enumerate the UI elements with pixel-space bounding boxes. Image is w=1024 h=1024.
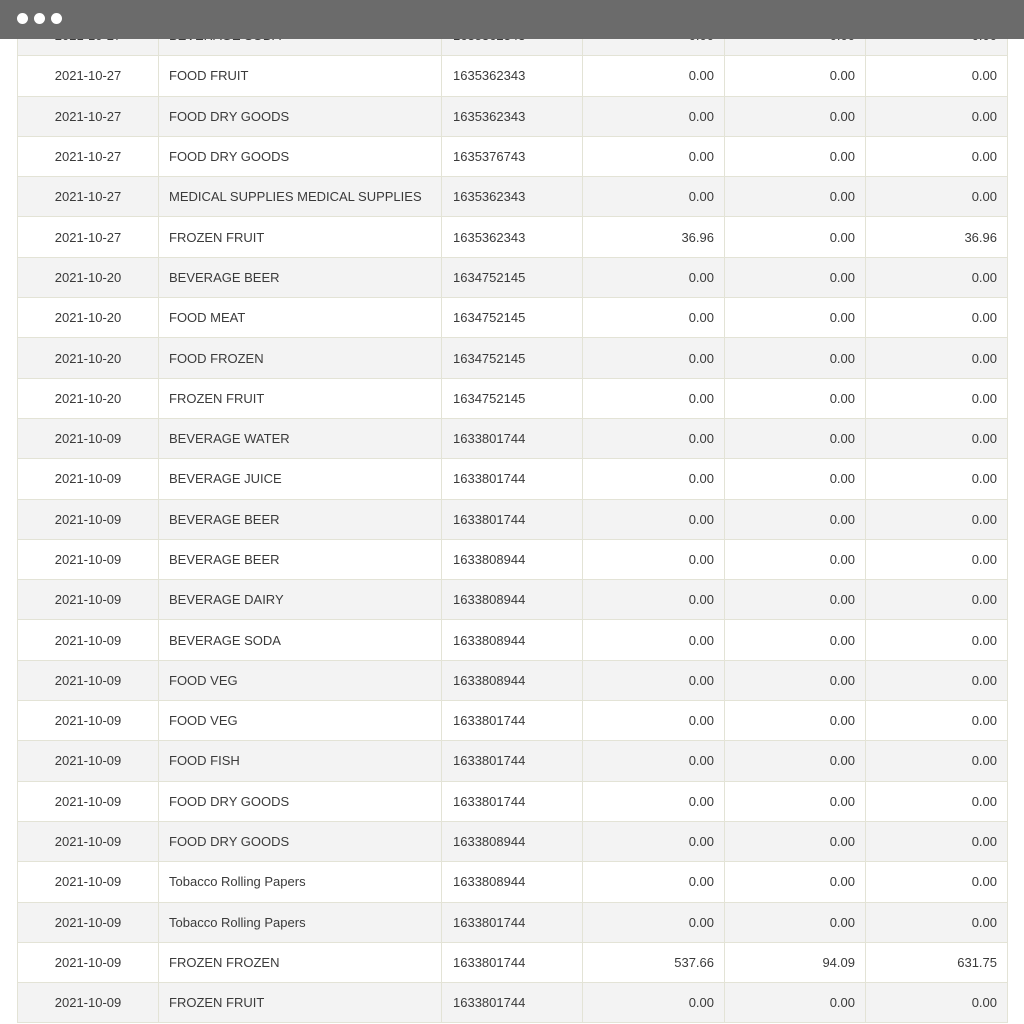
table-row[interactable] bbox=[18, 781, 1008, 821]
total-cell: 0.00 bbox=[866, 177, 1008, 217]
amount-cell: 0.00 bbox=[583, 862, 725, 902]
total-cell: 0.00 bbox=[866, 781, 1008, 821]
amount-cell: 0.00 bbox=[583, 378, 725, 418]
date-cell: 2021-10-20 bbox=[18, 338, 159, 378]
id-cell: 1635362343 bbox=[442, 96, 583, 136]
amount-cell: 0.00 bbox=[725, 257, 866, 297]
table-row[interactable] bbox=[18, 136, 1008, 176]
category-cell: Tobacco Rolling Papers bbox=[159, 902, 442, 942]
id-cell: 1633808944 bbox=[442, 580, 583, 620]
total-cell: 0.00 bbox=[866, 701, 1008, 741]
table-row[interactable] bbox=[18, 902, 1008, 942]
table-row[interactable] bbox=[18, 96, 1008, 136]
category-cell: FOOD FRUIT bbox=[159, 56, 442, 96]
category-cell: FOOD DRY GOODS bbox=[159, 781, 442, 821]
amount-cell: 0.00 bbox=[583, 539, 725, 579]
total-cell: 36.96 bbox=[866, 217, 1008, 257]
amount-cell: 0.00 bbox=[583, 96, 725, 136]
table-row[interactable] bbox=[18, 177, 1008, 217]
date-cell: 2021-10-27 bbox=[18, 136, 159, 176]
amount-cell: 0.00 bbox=[583, 701, 725, 741]
category-cell: FOOD FROZEN bbox=[159, 338, 442, 378]
table-row[interactable] bbox=[18, 660, 1008, 700]
amount-cell: 0.00 bbox=[725, 862, 866, 902]
table-row[interactable] bbox=[18, 539, 1008, 579]
amount-cell: 0.00 bbox=[583, 580, 725, 620]
total-cell: 0.00 bbox=[866, 741, 1008, 781]
id-cell: 1633801744 bbox=[442, 418, 583, 458]
date-cell: 2021-10-09 bbox=[18, 580, 159, 620]
category-cell: BEVERAGE WATER bbox=[159, 418, 442, 458]
amount-cell: 0.00 bbox=[725, 418, 866, 458]
id-cell: 1635362343 bbox=[442, 177, 583, 217]
id-cell: 1633801744 bbox=[442, 983, 583, 1023]
table-row[interactable] bbox=[18, 741, 1008, 781]
amount-cell: 0.00 bbox=[583, 459, 725, 499]
id-cell: 1633801744 bbox=[442, 459, 583, 499]
table-row[interactable] bbox=[18, 499, 1008, 539]
amount-cell: 0.00 bbox=[725, 539, 866, 579]
date-cell: 2021-10-09 bbox=[18, 983, 159, 1023]
id-cell: 1633801744 bbox=[442, 701, 583, 741]
id-cell: 1634752145 bbox=[442, 338, 583, 378]
table-row[interactable] bbox=[18, 418, 1008, 458]
total-cell: 0.00 bbox=[866, 418, 1008, 458]
amount-cell: 0.00 bbox=[725, 177, 866, 217]
total-cell: 0.00 bbox=[866, 983, 1008, 1023]
total-cell: 0.00 bbox=[866, 56, 1008, 96]
table-row[interactable] bbox=[18, 257, 1008, 297]
amount-cell: 0.00 bbox=[583, 781, 725, 821]
category-cell: BEVERAGE BEER bbox=[159, 539, 442, 579]
id-cell: 1634752145 bbox=[442, 378, 583, 418]
window-control-dot[interactable] bbox=[51, 13, 62, 24]
total-cell: 0.00 bbox=[866, 499, 1008, 539]
amount-cell: 0.00 bbox=[583, 821, 725, 861]
category-cell: BEVERAGE JUICE bbox=[159, 459, 442, 499]
amount-cell: 0.00 bbox=[725, 701, 866, 741]
date-cell: 2021-10-09 bbox=[18, 902, 159, 942]
amount-cell: 0.00 bbox=[583, 257, 725, 297]
date-cell: 2021-10-09 bbox=[18, 660, 159, 700]
table-row[interactable] bbox=[18, 821, 1008, 861]
amount-cell: 0.00 bbox=[725, 136, 866, 176]
table-row[interactable] bbox=[18, 459, 1008, 499]
id-cell: 1633808944 bbox=[442, 539, 583, 579]
amount-cell: 36.96 bbox=[583, 217, 725, 257]
window-controls[interactable] bbox=[17, 13, 62, 24]
category-cell: FOOD DRY GOODS bbox=[159, 136, 442, 176]
id-cell: 1633808944 bbox=[442, 620, 583, 660]
date-cell: 2021-10-09 bbox=[18, 942, 159, 982]
id-cell: 1633808944 bbox=[442, 821, 583, 861]
id-cell: 1633801744 bbox=[442, 781, 583, 821]
category-cell: FROZEN FRUIT bbox=[159, 983, 442, 1023]
category-cell: FROZEN FRUIT bbox=[159, 217, 442, 257]
date-cell: 2021-10-27 bbox=[18, 217, 159, 257]
id-cell: 1633808944 bbox=[442, 862, 583, 902]
category-cell: MEDICAL SUPPLIES MEDICAL SUPPLIES bbox=[159, 177, 442, 217]
category-cell: FOOD DRY GOODS bbox=[159, 96, 442, 136]
amount-cell: 0.00 bbox=[725, 459, 866, 499]
table-row[interactable] bbox=[18, 620, 1008, 660]
id-cell: 1634752145 bbox=[442, 298, 583, 338]
date-cell: 2021-10-09 bbox=[18, 701, 159, 741]
amount-cell: 0.00 bbox=[725, 378, 866, 418]
category-cell: BEVERAGE BEER bbox=[159, 257, 442, 297]
amount-cell: 0.00 bbox=[725, 499, 866, 539]
amount-cell: 0.00 bbox=[583, 418, 725, 458]
amount-cell: 0.00 bbox=[725, 580, 866, 620]
transactions-table bbox=[17, 15, 1008, 1023]
id-cell: 1635376743 bbox=[442, 136, 583, 176]
window-control-dot[interactable] bbox=[34, 13, 45, 24]
total-cell: 0.00 bbox=[866, 862, 1008, 902]
table-row[interactable] bbox=[18, 862, 1008, 902]
amount-cell: 94.09 bbox=[725, 942, 866, 982]
date-cell: 2021-10-09 bbox=[18, 499, 159, 539]
date-cell: 2021-10-20 bbox=[18, 298, 159, 338]
amount-cell: 0.00 bbox=[725, 298, 866, 338]
table-row[interactable] bbox=[18, 338, 1008, 378]
amount-cell: 0.00 bbox=[583, 298, 725, 338]
window-control-dot[interactable] bbox=[17, 13, 28, 24]
category-cell: FROZEN FRUIT bbox=[159, 378, 442, 418]
date-cell: 2021-10-20 bbox=[18, 257, 159, 297]
category-cell: FOOD FISH bbox=[159, 741, 442, 781]
table-row[interactable] bbox=[18, 701, 1008, 741]
amount-cell: 537.66 bbox=[583, 942, 725, 982]
table-row[interactable] bbox=[18, 942, 1008, 982]
id-cell: 1635362343 bbox=[442, 217, 583, 257]
total-cell: 0.00 bbox=[866, 539, 1008, 579]
table-row[interactable] bbox=[18, 983, 1008, 1023]
date-cell: 2021-10-09 bbox=[18, 821, 159, 861]
id-cell: 1633808944 bbox=[442, 660, 583, 700]
date-cell: 2021-10-27 bbox=[18, 56, 159, 96]
amount-cell: 0.00 bbox=[725, 56, 866, 96]
window-title-bar bbox=[0, 0, 1024, 39]
category-cell: FOOD DRY GOODS bbox=[159, 821, 442, 861]
total-cell: 0.00 bbox=[866, 338, 1008, 378]
amount-cell: 0.00 bbox=[583, 620, 725, 660]
amount-cell: 0.00 bbox=[725, 620, 866, 660]
category-cell: FOOD VEG bbox=[159, 701, 442, 741]
total-cell: 631.75 bbox=[866, 942, 1008, 982]
id-cell: 1633801744 bbox=[442, 741, 583, 781]
total-cell: 0.00 bbox=[866, 902, 1008, 942]
total-cell: 0.00 bbox=[866, 660, 1008, 700]
id-cell: 1633801744 bbox=[442, 902, 583, 942]
amount-cell: 0.00 bbox=[725, 660, 866, 700]
total-cell: 0.00 bbox=[866, 459, 1008, 499]
transactions-table-body bbox=[18, 16, 1008, 1023]
amount-cell: 0.00 bbox=[725, 338, 866, 378]
amount-cell: 0.00 bbox=[583, 177, 725, 217]
date-cell: 2021-10-09 bbox=[18, 781, 159, 821]
date-cell: 2021-10-09 bbox=[18, 862, 159, 902]
total-cell: 0.00 bbox=[866, 96, 1008, 136]
total-cell: 0.00 bbox=[866, 580, 1008, 620]
total-cell: 0.00 bbox=[866, 136, 1008, 176]
date-cell: 2021-10-09 bbox=[18, 620, 159, 660]
table-row[interactable] bbox=[18, 56, 1008, 96]
category-cell: FROZEN FROZEN bbox=[159, 942, 442, 982]
amount-cell: 0.00 bbox=[583, 660, 725, 700]
amount-cell: 0.00 bbox=[583, 136, 725, 176]
category-cell: FOOD VEG bbox=[159, 660, 442, 700]
id-cell: 1633801744 bbox=[442, 942, 583, 982]
date-cell: 2021-10-27 bbox=[18, 177, 159, 217]
id-cell: 1635362343 bbox=[442, 56, 583, 96]
date-cell: 2021-10-09 bbox=[18, 741, 159, 781]
date-cell: 2021-10-09 bbox=[18, 459, 159, 499]
amount-cell: 0.00 bbox=[583, 499, 725, 539]
amount-cell: 0.00 bbox=[583, 56, 725, 96]
category-cell: FOOD MEAT bbox=[159, 298, 442, 338]
total-cell: 0.00 bbox=[866, 821, 1008, 861]
amount-cell: 0.00 bbox=[725, 821, 866, 861]
table-row[interactable] bbox=[18, 298, 1008, 338]
amount-cell: 0.00 bbox=[725, 781, 866, 821]
amount-cell: 0.00 bbox=[725, 96, 866, 136]
amount-cell: 0.00 bbox=[583, 338, 725, 378]
table-row[interactable] bbox=[18, 580, 1008, 620]
page-viewport[interactable] bbox=[0, 39, 1024, 1024]
total-cell: 0.00 bbox=[866, 620, 1008, 660]
total-cell: 0.00 bbox=[866, 298, 1008, 338]
amount-cell: 0.00 bbox=[725, 741, 866, 781]
id-cell: 1634752145 bbox=[442, 257, 583, 297]
amount-cell: 0.00 bbox=[725, 983, 866, 1023]
category-cell: Tobacco Rolling Papers bbox=[159, 862, 442, 902]
amount-cell: 0.00 bbox=[725, 902, 866, 942]
table-row[interactable] bbox=[18, 217, 1008, 257]
amount-cell: 0.00 bbox=[725, 217, 866, 257]
amount-cell: 0.00 bbox=[583, 741, 725, 781]
id-cell: 1633801744 bbox=[442, 499, 583, 539]
total-cell: 0.00 bbox=[866, 378, 1008, 418]
date-cell: 2021-10-27 bbox=[18, 96, 159, 136]
total-cell: 0.00 bbox=[866, 257, 1008, 297]
transactions-table-container bbox=[17, 15, 1007, 1023]
category-cell: BEVERAGE BEER bbox=[159, 499, 442, 539]
amount-cell: 0.00 bbox=[583, 902, 725, 942]
date-cell: 2021-10-09 bbox=[18, 418, 159, 458]
date-cell: 2021-10-20 bbox=[18, 378, 159, 418]
table-row[interactable] bbox=[18, 378, 1008, 418]
amount-cell: 0.00 bbox=[583, 983, 725, 1023]
category-cell: BEVERAGE SODA bbox=[159, 620, 442, 660]
category-cell: BEVERAGE DAIRY bbox=[159, 580, 442, 620]
date-cell: 2021-10-09 bbox=[18, 539, 159, 579]
